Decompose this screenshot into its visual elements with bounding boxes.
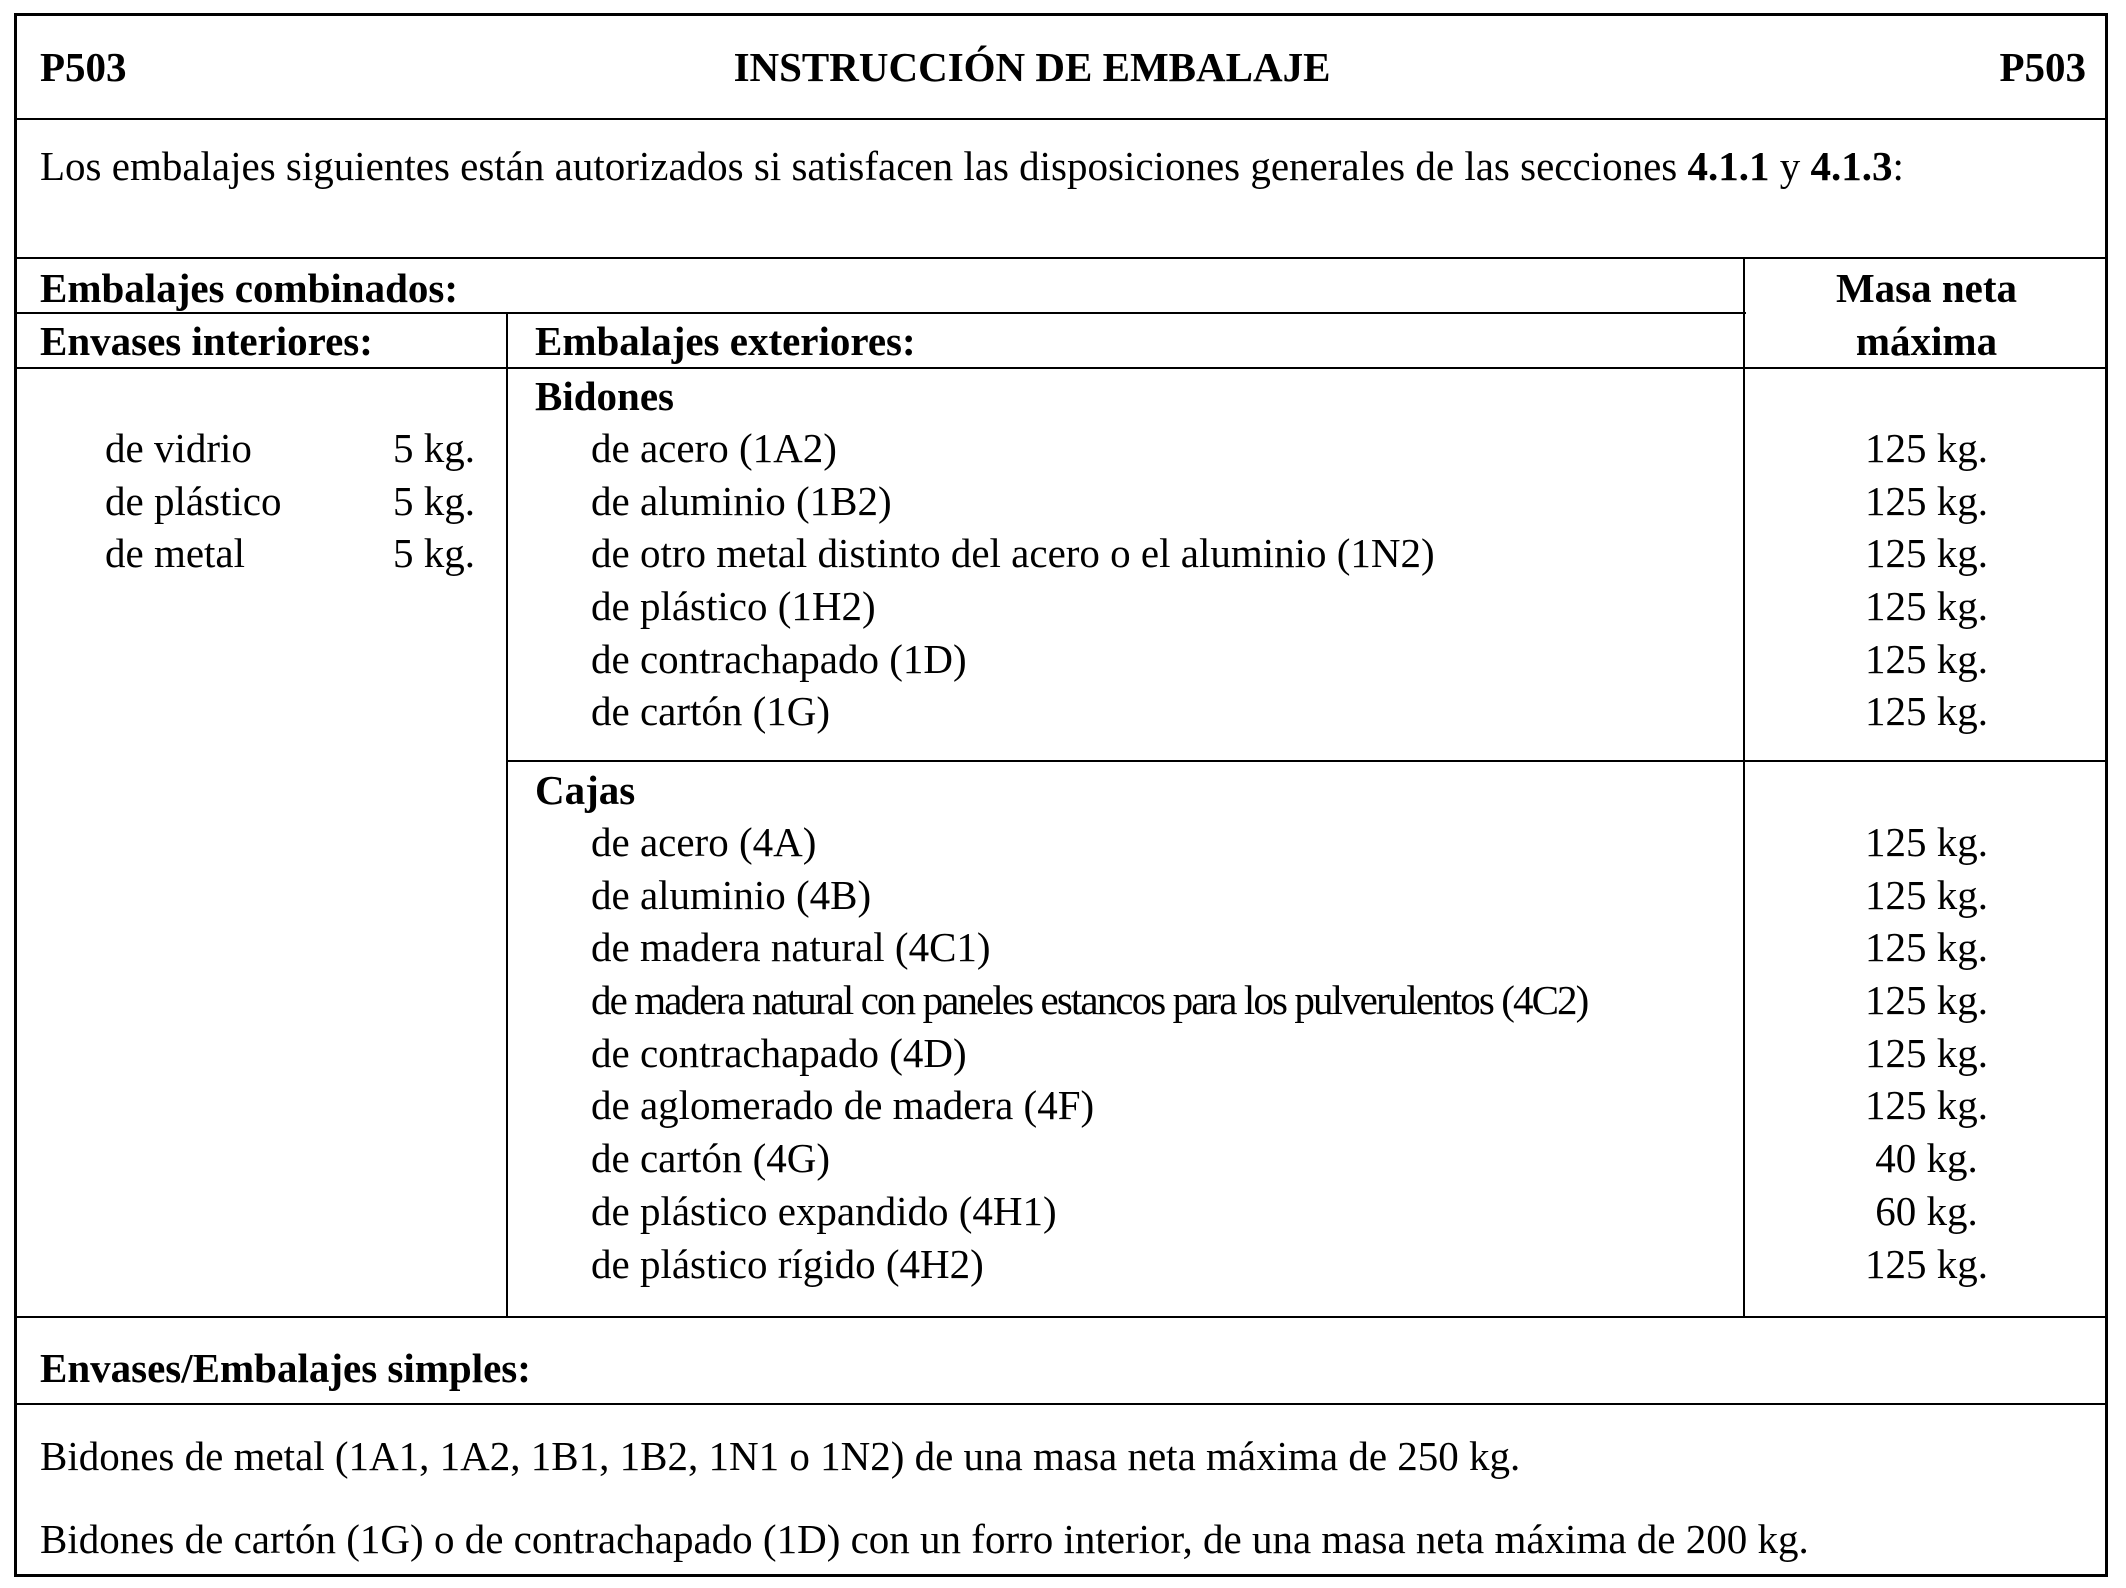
inner-mass: 5 kg. xyxy=(393,530,475,577)
outer-item: de aglomerado de madera (4F) xyxy=(591,1082,1095,1129)
inner-material: de vidrio xyxy=(105,425,252,471)
inner-item xyxy=(105,475,475,528)
boxes-mass-list xyxy=(1745,816,2108,1290)
outer-item: de acero (1A2) xyxy=(591,425,837,471)
outer-item: de otro metal distinto del acero o el aluminio (1N2) xyxy=(591,530,1435,577)
max-net-mass: 125 kg. xyxy=(1865,924,1988,971)
drums-mass-list xyxy=(1745,422,2108,738)
outer-item: de aluminio (1B2) xyxy=(591,477,892,524)
rule-below-intro xyxy=(14,257,2108,259)
outer-item: de contrachapado (1D) xyxy=(591,635,967,682)
outer-item: de cartón (4G) xyxy=(591,1135,831,1182)
boxes-list xyxy=(591,816,1587,1290)
instruction-code-right: P503 xyxy=(1999,44,2086,90)
intro-text: Los embalajes siguientes están autorizados si satisfacen las disposiciones generales de las secciones xyxy=(40,143,1688,189)
max-net-mass: 125 kg. xyxy=(1865,871,1988,918)
max-net-mass: 125 kg. xyxy=(1865,1029,1988,1076)
outer-packagings-heading: Embalajes exteriores: xyxy=(535,318,916,364)
instruction-code-left: P503 xyxy=(40,44,127,90)
max-net-mass: 125 kg. xyxy=(1865,425,1988,471)
outer-item: de plástico (1H2) xyxy=(591,583,876,630)
outer-item: de acero (4A) xyxy=(591,819,817,865)
outer-item: de madera natural (4C1) xyxy=(591,924,991,971)
max-net-mass: 125 kg. xyxy=(1865,583,1988,630)
rule-below-header xyxy=(14,118,2108,120)
single-packaging-line: Bidones de metal (1A1, 1A2, 1B1, 1B2, 1N1 o 1N2) de una masa neta máxima de 250 kg. xyxy=(40,1433,1521,1479)
single-packagings-heading: Envases/Embalajes simples: xyxy=(40,1345,531,1391)
inner-item xyxy=(105,527,475,580)
max-net-mass: 125 kg. xyxy=(1865,819,1988,865)
rule-above-single xyxy=(14,1316,2108,1318)
inner-packagings-heading: Envases interiores: xyxy=(40,318,373,364)
inner-mass: 5 kg. xyxy=(393,425,475,471)
max-net-mass: 125 kg. xyxy=(1865,977,1988,1024)
rule-below-single-heading xyxy=(14,1403,2108,1405)
outer-item: de cartón (1G) xyxy=(591,688,831,735)
single-packaging-line: Bidones de cartón (1G) o de contrachapado (1D) con un forro interior, de una masa neta máxima de 200 kg. xyxy=(40,1516,1809,1562)
max-net-mass: 125 kg. xyxy=(1865,1240,1988,1287)
rule-inner-outer xyxy=(506,312,508,1316)
max-net-mass: 125 kg. xyxy=(1865,530,1988,577)
mass-heading-line2: máxima xyxy=(1855,318,1998,364)
max-net-mass: 125 kg. xyxy=(1865,688,1988,735)
max-net-mass: 60 kg. xyxy=(1875,1187,1978,1234)
intro-paragraph xyxy=(40,140,2088,192)
max-net-mass: 125 kg. xyxy=(1865,635,1988,682)
max-net-mass: 125 kg. xyxy=(1865,477,1988,524)
group-heading-drums: Bidones xyxy=(535,373,674,419)
inner-mass: 5 kg. xyxy=(393,477,475,524)
outer-item: de plástico expandido (4H1) xyxy=(591,1187,1057,1234)
rule-between-groups xyxy=(506,760,2108,762)
outer-item: de contrachapado (4D) xyxy=(591,1029,967,1076)
group-heading-boxes: Cajas xyxy=(535,767,636,813)
outer-item: de aluminio (4B) xyxy=(591,871,872,918)
outer-item: de plástico rígido (4H2) xyxy=(591,1240,984,1287)
inner-material: de metal xyxy=(105,530,246,577)
combined-heading: Embalajes combinados: xyxy=(40,265,459,311)
section-ref-1: 4.1.1 xyxy=(1687,143,1770,189)
section-ref-2: 4.1.3 xyxy=(1810,143,1893,189)
mass-heading-line1: Masa neta xyxy=(1835,265,2018,311)
inner-item xyxy=(105,422,475,475)
max-net-mass: 125 kg. xyxy=(1865,1082,1988,1129)
intro-conjunction: y xyxy=(1769,143,1811,189)
intro-colon: : xyxy=(1892,143,1904,189)
inner-material: de plástico xyxy=(105,477,282,524)
rule-below-column-headings xyxy=(14,367,2108,369)
max-net-mass: 40 kg. xyxy=(1875,1135,1978,1182)
outer-item: de madera natural con paneles estancos para los pulverulentos (4C2) xyxy=(591,977,1588,1024)
drums-list xyxy=(591,422,1435,738)
inner-packaging-list xyxy=(105,422,475,580)
page-title: INSTRUCCIÓN DE EMBALAJE xyxy=(733,44,1331,90)
